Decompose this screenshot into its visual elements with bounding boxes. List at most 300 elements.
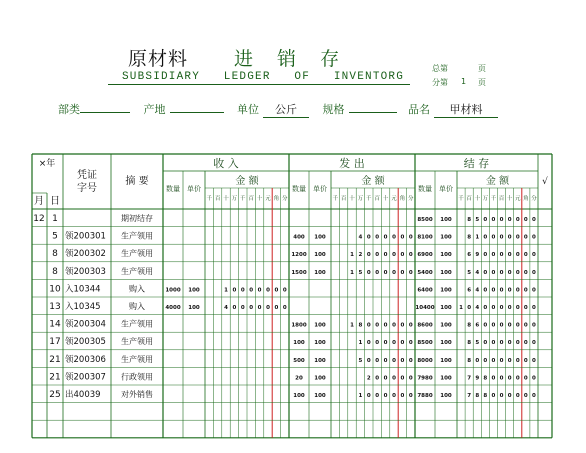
amount-digit: 0 <box>483 252 488 259</box>
amount-digit: 0 <box>483 305 488 311</box>
amount-digit: 0 <box>515 357 520 364</box>
digit-label: 万 <box>357 196 364 202</box>
row-summary: 生产领用 <box>121 337 153 347</box>
amount-digit: 0 <box>392 252 396 259</box>
row-qty: 100 <box>293 340 305 347</box>
amount-digit: 0 <box>532 269 536 276</box>
row-price: 100 <box>440 322 452 329</box>
row-qty: 1500 <box>291 269 307 276</box>
amount-digit: 0 <box>491 322 496 329</box>
row-qty: 7880 <box>417 393 433 399</box>
amount-digit: 0 <box>392 322 396 329</box>
amount-digit: 0 <box>499 357 504 364</box>
amount-digit: 0 <box>408 357 413 364</box>
amount-digit: 0 <box>515 393 520 399</box>
row-qty: 8600 <box>417 322 433 329</box>
amount-digit: 0 <box>499 322 504 329</box>
amount-digit: 0 <box>274 305 279 311</box>
row-month: 12 <box>33 214 45 224</box>
unit-value: 公斤 <box>263 101 309 118</box>
amount-digit: 1 <box>358 393 363 399</box>
row-voucher: 入10345 <box>65 302 101 312</box>
amount-digit: 0 <box>523 287 528 294</box>
digit-label: 分 <box>282 196 288 202</box>
row-day: 10 <box>49 284 61 295</box>
row-price: 100 <box>314 234 326 241</box>
row-day: 21 <box>49 372 61 383</box>
amount-digit: 5 <box>358 269 363 276</box>
amount-digit: 0 <box>392 357 396 364</box>
amount-digit: 0 <box>499 217 504 223</box>
amount-digit: 0 <box>483 322 488 329</box>
amount-digit: 0 <box>515 234 520 241</box>
amount-digit: 0 <box>467 305 472 311</box>
amount-digit: 0 <box>515 217 520 223</box>
amount-label: 金 额 <box>485 176 510 187</box>
amount-digit: 0 <box>408 375 413 382</box>
amount-digit: 0 <box>532 375 536 382</box>
amount-digit: 1 <box>358 340 363 347</box>
price-label: 单价 <box>439 185 453 193</box>
amount-digit: 0 <box>507 305 512 311</box>
origin-label: 产地 <box>143 103 166 116</box>
amount-digit: 0 <box>232 305 237 311</box>
row-day: 17 <box>49 337 61 348</box>
digit-label: 元 <box>265 196 271 202</box>
row-price: 100 <box>314 340 326 347</box>
amount-digit: 0 <box>523 252 528 259</box>
digit-label: 角 <box>523 196 529 202</box>
amount-digit: 8 <box>467 357 472 364</box>
amount-digit: 1 <box>475 234 480 241</box>
amount-digit: 0 <box>383 269 388 276</box>
amount-digit: 0 <box>274 287 279 294</box>
amount-digit: 0 <box>383 322 388 329</box>
amount-digit: 4 <box>475 305 480 311</box>
row-price: 100 <box>440 234 452 241</box>
amount-digit: 0 <box>383 357 388 364</box>
amount-digit: 0 <box>408 234 413 241</box>
amount-digit: 0 <box>499 252 504 259</box>
amount-digit: 0 <box>491 305 496 311</box>
amount-digit: 0 <box>282 305 287 311</box>
category-label: 部类 <box>58 103 80 116</box>
row-qty: 400 <box>293 234 305 241</box>
row-voucher: 入10344 <box>65 284 101 295</box>
digit-label: 十 <box>349 196 355 202</box>
amount-digit: 0 <box>240 287 245 294</box>
year-label: ×年 <box>38 159 56 169</box>
amount-digit: 0 <box>491 393 496 399</box>
amount-digit: 6 <box>467 252 472 259</box>
digit-label: 元 <box>514 196 521 202</box>
amount-digit: 0 <box>392 269 396 276</box>
row-voucher: 领200303 <box>65 266 106 277</box>
summary-label: 摘 要 <box>125 176 149 187</box>
row-price: 100 <box>314 322 326 329</box>
amount-digit: 0 <box>282 287 287 294</box>
amount-digit: 0 <box>257 287 262 294</box>
row-summary: 对外销售 <box>121 390 153 399</box>
row-voucher: 出40039 <box>65 390 101 400</box>
amount-digit: 0 <box>491 252 496 259</box>
amount-digit: 1 <box>224 287 228 294</box>
amount-digit: 0 <box>392 375 396 382</box>
amount-digit: 8 <box>467 234 472 241</box>
sub-page-label: 分第 <box>432 78 448 87</box>
row-summary: 生产领用 <box>121 266 153 276</box>
amount-digit: 0 <box>249 305 254 311</box>
row-voucher: 领200302 <box>65 249 106 260</box>
amount-digit: 0 <box>483 269 488 276</box>
amount-digit: 1 <box>350 322 354 329</box>
row-price: 100 <box>440 393 452 399</box>
amount-digit: 0 <box>383 252 388 259</box>
row-summary: 生产领用 <box>121 354 153 364</box>
amount-digit: 0 <box>400 357 405 364</box>
row-day: 25 <box>49 390 61 400</box>
digit-label: 分 <box>531 196 537 202</box>
amount-digit: 0 <box>483 357 488 364</box>
row-price: 100 <box>440 217 452 223</box>
amount-digit: 0 <box>383 375 388 382</box>
amount-digit: 0 <box>491 217 496 223</box>
amount-label: 金 额 <box>361 176 385 187</box>
amount-digit: 0 <box>499 269 504 276</box>
amount-digit: 0 <box>507 217 512 223</box>
amount-digit: 0 <box>532 340 536 347</box>
amount-digit: 0 <box>491 357 496 364</box>
amount-digit: 0 <box>408 252 413 259</box>
amount-digit: 8 <box>475 393 480 399</box>
row-price: 100 <box>440 252 452 259</box>
amount-digit: 0 <box>532 393 536 399</box>
amount-digit: 0 <box>232 287 237 294</box>
digit-label: 角 <box>273 196 280 202</box>
amount-digit: 0 <box>400 375 405 382</box>
name-label: 品名 <box>408 103 430 116</box>
amount-digit: 0 <box>523 340 528 347</box>
amount-digit: 0 <box>375 393 380 399</box>
row-qty: 6400 <box>417 287 433 294</box>
digit-label: 百 <box>214 196 221 202</box>
qty-label: 数量 <box>166 185 180 193</box>
row-voucher: 领200305 <box>65 337 106 348</box>
amount-digit: 2 <box>358 252 363 259</box>
section-label: 发 出 <box>339 157 365 170</box>
digit-label: 千 <box>240 196 246 202</box>
amount-digit: 0 <box>507 252 512 259</box>
amount-digit: 0 <box>483 217 488 223</box>
row-summary: 购入 <box>129 284 145 294</box>
row-qty: 1800 <box>291 322 307 329</box>
digit-label: 角 <box>399 196 406 202</box>
amount-digit: 0 <box>366 252 371 259</box>
amount-digit: 0 <box>257 305 262 311</box>
row-price: 100 <box>188 305 200 311</box>
amount-digit: 8 <box>358 322 363 329</box>
total-page-label: 总第 <box>432 64 448 73</box>
digit-label: 百 <box>340 196 347 202</box>
amount-digit: 0 <box>366 357 371 364</box>
amount-digit: 4 <box>475 287 480 294</box>
amount-digit: 0 <box>532 322 536 329</box>
row-qty: 8000 <box>417 357 433 364</box>
amount-digit: 0 <box>240 305 245 311</box>
amount-digit: 0 <box>523 305 528 311</box>
amount-digit: 0 <box>375 252 380 259</box>
ledger-title-cn: 原材料 <box>128 48 189 70</box>
amount-digit: 0 <box>266 305 270 311</box>
digit-label: 十 <box>474 196 481 202</box>
digit-label: 百 <box>466 196 472 202</box>
amount-digit: 0 <box>523 322 528 329</box>
amount-digit: 0 <box>507 340 512 347</box>
amount-digit: 0 <box>375 340 380 347</box>
digit-label: 十 <box>382 196 389 202</box>
amount-digit: 0 <box>383 234 388 241</box>
amount-digit: 0 <box>366 234 371 241</box>
digit-label: 十 <box>256 196 263 202</box>
row-price: 100 <box>440 269 452 276</box>
amount-digit: 0 <box>507 322 512 329</box>
amount-digit: 0 <box>507 375 512 382</box>
amount-digit: 0 <box>515 305 520 311</box>
amount-digit: 0 <box>408 269 413 276</box>
amount-digit: 0 <box>499 393 504 399</box>
amount-digit: 0 <box>523 269 528 276</box>
amount-digit: 0 <box>491 287 496 294</box>
ledger-title-cn-main: 进 销 存 <box>234 48 349 70</box>
amount-digit: 6 <box>475 322 480 329</box>
amount-digit: 0 <box>375 322 380 329</box>
amount-digit: 0 <box>523 375 528 382</box>
sub-page-value: 1 <box>461 77 467 86</box>
amount-digit: 0 <box>475 357 480 364</box>
digit-label: 万 <box>482 196 489 202</box>
amount-digit: 0 <box>366 340 371 347</box>
amount-label: 金 额 <box>235 176 259 187</box>
amount-digit: 0 <box>383 340 388 347</box>
amount-digit: 0 <box>523 217 528 223</box>
amount-digit: 0 <box>491 269 496 276</box>
row-qty: 1200 <box>291 252 307 259</box>
digit-label: 十 <box>223 196 229 202</box>
row-summary: 期初结存 <box>121 214 153 223</box>
row-price: 100 <box>314 393 326 399</box>
amount-digit: 0 <box>507 234 512 241</box>
amount-digit: 0 <box>515 287 520 294</box>
row-qty: 10400 <box>415 305 435 311</box>
amount-digit: 0 <box>523 234 528 241</box>
amount-digit: 8 <box>467 217 472 223</box>
sub-page-unit: 页 <box>478 78 486 87</box>
row-voucher: 领200304 <box>65 319 106 330</box>
row-summary: 生产领用 <box>121 231 153 241</box>
price-label: 单价 <box>187 185 201 193</box>
amount-digit: 0 <box>408 393 413 399</box>
row-qty: 7980 <box>417 375 433 382</box>
row-price: 100 <box>314 375 326 382</box>
amount-digit: 0 <box>515 322 520 329</box>
digit-label: 元 <box>391 196 397 202</box>
amount-digit: 0 <box>392 393 396 399</box>
amount-digit: 0 <box>483 287 488 294</box>
amount-digit: 5 <box>475 340 480 347</box>
amount-digit: 2 <box>366 375 371 382</box>
qty-label: 数量 <box>292 185 306 193</box>
amount-digit: 0 <box>400 322 405 329</box>
amount-digit: 0 <box>400 252 405 259</box>
row-voucher: 领200307 <box>65 372 106 383</box>
row-voucher: 领200301 <box>65 231 106 242</box>
digit-label: 千 <box>206 196 212 202</box>
row-summary: 生产领用 <box>121 249 153 259</box>
amount-digit: 0 <box>491 234 496 241</box>
amount-digit: 7 <box>467 375 472 382</box>
amount-digit: 6 <box>467 287 472 294</box>
digit-label: 百 <box>498 196 505 202</box>
ledger-title-en: SUBSIDIARY LEDGER OF INVENTORG <box>108 71 410 85</box>
digit-label: 千 <box>490 196 497 202</box>
digit-label: 千 <box>332 196 338 202</box>
amount-digit: 0 <box>408 340 413 347</box>
row-qty: 8100 <box>417 234 433 241</box>
amount-digit: 0 <box>515 252 520 259</box>
row-qty: 1000 <box>165 287 181 294</box>
amount-digit: 0 <box>491 340 496 347</box>
amount-digit: 0 <box>400 393 405 399</box>
amount-digit: 4 <box>475 269 480 276</box>
voucher-label: 凭证 <box>77 170 97 181</box>
row-voucher: 领200306 <box>65 354 106 365</box>
amount-digit: 0 <box>392 234 396 241</box>
digit-label: 百 <box>248 196 254 202</box>
amount-digit: 4 <box>358 234 363 241</box>
day-label: 日 <box>50 196 60 207</box>
amount-digit: 0 <box>532 252 536 259</box>
amount-digit: 9 <box>475 252 480 259</box>
amount-digit: 0 <box>266 287 270 294</box>
row-price: 100 <box>188 287 200 294</box>
row-price: 100 <box>440 305 452 311</box>
amount-digit: 0 <box>523 357 528 364</box>
row-price: 100 <box>314 269 326 276</box>
amount-digit: 0 <box>507 357 512 364</box>
amount-digit: 1 <box>459 305 463 311</box>
row-day: 14 <box>49 319 61 330</box>
amount-digit: 0 <box>483 340 488 347</box>
row-price: 100 <box>440 357 452 364</box>
amount-digit: 0 <box>366 393 371 399</box>
amount-digit: 9 <box>475 375 480 382</box>
digit-label: 百 <box>374 196 380 202</box>
amount-digit: 0 <box>408 322 413 329</box>
qty-label: 数量 <box>418 185 432 193</box>
total-page-unit: 页 <box>478 64 486 73</box>
amount-digit: 0 <box>383 393 388 399</box>
amount-digit: 1 <box>350 252 354 259</box>
amount-digit: 0 <box>532 287 536 294</box>
row-price: 100 <box>440 340 452 347</box>
amount-digit: 8 <box>483 375 488 382</box>
row-price: 100 <box>314 252 326 259</box>
amount-digit: 5 <box>475 217 480 223</box>
row-summary: 购入 <box>129 302 145 311</box>
amount-digit: 0 <box>491 375 496 382</box>
row-day: 21 <box>49 354 61 365</box>
amount-digit: 0 <box>375 234 380 241</box>
amount-digit: 5 <box>467 269 472 276</box>
amount-digit: 0 <box>249 287 254 294</box>
amount-digit: 0 <box>366 322 371 329</box>
voucher-label: 字号 <box>77 183 97 194</box>
section-label: 结 存 <box>463 157 490 170</box>
amount-digit: 0 <box>499 340 504 347</box>
row-qty: 100 <box>293 393 305 399</box>
amount-digit: 0 <box>515 269 520 276</box>
amount-digit: 4 <box>224 305 228 311</box>
month-label: 月 <box>34 196 44 207</box>
amount-digit: 7 <box>467 393 472 399</box>
amount-digit: 8 <box>467 322 472 329</box>
row-qty: 4000 <box>165 305 181 311</box>
price-label: 单价 <box>313 185 327 193</box>
amount-digit: 0 <box>523 393 528 399</box>
amount-digit: 0 <box>532 217 536 223</box>
section-label: 收 入 <box>213 157 239 170</box>
amount-digit: 5 <box>358 357 363 364</box>
amount-digit: 0 <box>375 375 380 382</box>
row-qty: 8500 <box>417 217 433 223</box>
digit-label: 分 <box>408 196 414 202</box>
amount-digit: 0 <box>375 357 380 364</box>
row-summary: 生产领用 <box>121 319 153 329</box>
row-day: 8 <box>52 249 58 260</box>
spec-label: 规格 <box>322 103 345 116</box>
row-qty: 500 <box>293 357 305 364</box>
amount-digit: 0 <box>499 287 504 294</box>
amount-digit: 0 <box>515 340 520 347</box>
amount-digit: 0 <box>483 234 488 241</box>
unit-label: 单位 <box>237 103 259 116</box>
row-price: 100 <box>440 287 452 294</box>
amount-digit: 0 <box>392 340 396 347</box>
name-value: 甲材料 <box>434 101 498 118</box>
amount-digit: 0 <box>532 234 536 241</box>
digit-label: 千 <box>366 196 372 202</box>
row-day: 8 <box>52 266 58 277</box>
row-price: 100 <box>440 375 452 382</box>
digit-label: 千 <box>458 196 464 202</box>
amount-digit: 0 <box>400 340 405 347</box>
amount-digit: 0 <box>499 234 504 241</box>
row-day: 1 <box>52 214 58 224</box>
amount-digit: 0 <box>400 234 405 241</box>
amount-digit: 0 <box>499 305 504 311</box>
row-summary: 行政领用 <box>121 372 153 382</box>
amount-digit: 1 <box>350 269 354 276</box>
row-qty: 20 <box>295 375 303 382</box>
amount-digit: 0 <box>532 305 536 311</box>
amount-digit: 0 <box>499 375 504 382</box>
digit-label: 万 <box>231 196 238 202</box>
row-price: 100 <box>314 357 326 364</box>
row-qty: 5400 <box>417 269 433 276</box>
amount-digit: 0 <box>366 269 371 276</box>
amount-digit: 8 <box>467 340 472 347</box>
amount-digit: 0 <box>515 375 520 382</box>
